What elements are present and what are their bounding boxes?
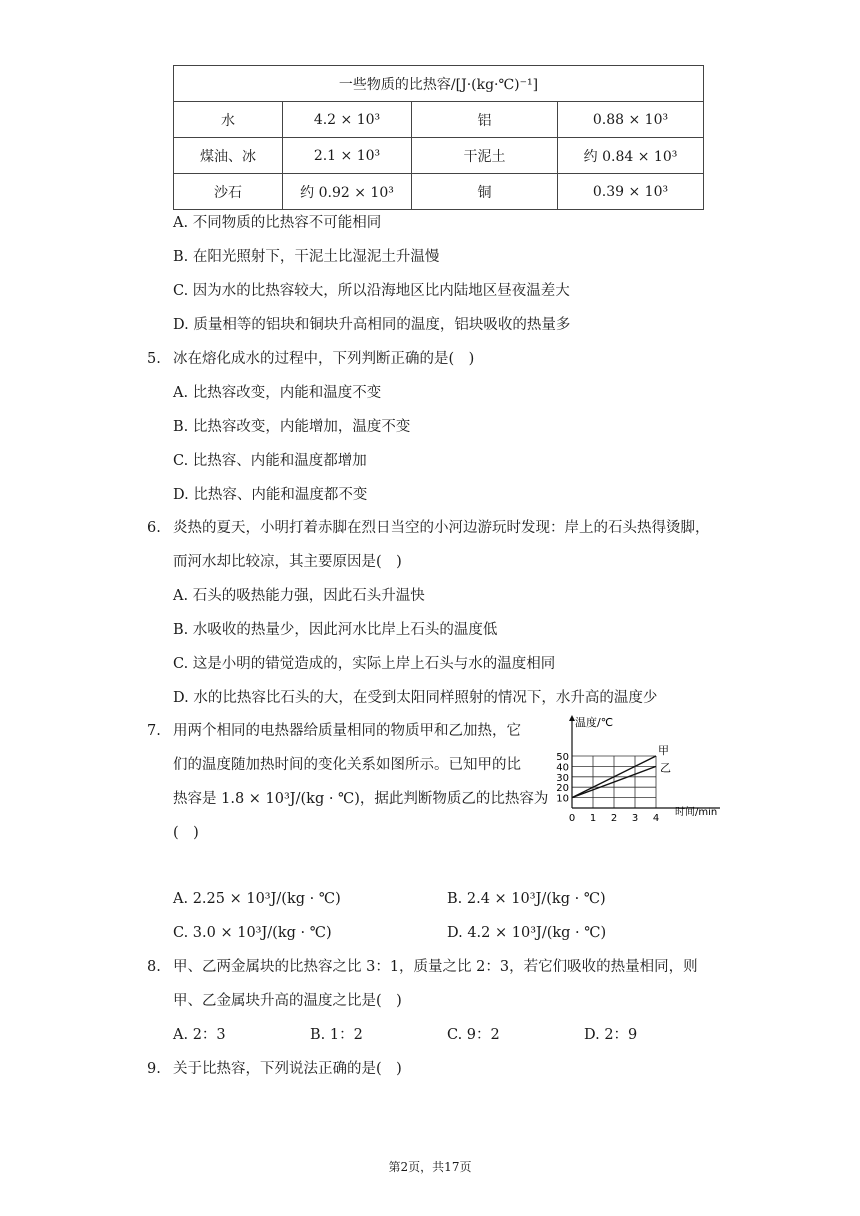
table-cell: 约 0.84 × 10³ — [558, 138, 704, 174]
q8-number: 8. — [147, 959, 161, 975]
q8-stem-line1: 甲、乙两金属块的比热容之比 3：1，质量之比 2：3，若它们吸收的热量相同，则 — [173, 959, 698, 975]
q9-stem: 关于比热容，下列说法正确的是( ) — [173, 1061, 402, 1077]
table-cell: 0.88 × 10³ — [558, 102, 704, 138]
q6-option-b: B. 水吸收的热量少，因此河水比岸上石头的温度低 — [173, 622, 498, 638]
table-cell: 铝 — [412, 102, 558, 138]
y-tick-label: 10 — [556, 793, 569, 805]
table-cell: 4.2 × 10³ — [283, 102, 412, 138]
q5-option-c: C. 比热容、内能和温度都增加 — [173, 453, 367, 469]
table-row — [174, 138, 704, 174]
table-cell: 2.1 × 10³ — [283, 138, 412, 174]
q7-number: 7. — [147, 723, 161, 739]
x-tick-label: 0 — [568, 813, 576, 824]
x-tick-label: 4 — [652, 813, 660, 824]
x-axis-label: 时间/min — [675, 807, 718, 818]
q7-option-b: B. 2.4 × 10³J/(kg · ℃) — [447, 891, 606, 907]
q5-number: 5. — [147, 351, 161, 367]
q6-option-a: A. 石头的吸热能力强，因此石头升温快 — [173, 588, 425, 604]
y-tick-label: 40 — [556, 762, 569, 774]
series-label: 甲 — [658, 744, 669, 757]
q7-stem-line3: 热容是 1.8 × 10³J/(kg · ℃)，据此判断物质乙的比热容为 — [173, 791, 549, 807]
q9-number: 9. — [147, 1061, 161, 1077]
q4-option-c: C. 因为水的比热容较大，所以沿海地区比内陆地区昼夜温差大 — [173, 283, 570, 299]
y-tick-label: 50 — [556, 752, 569, 763]
q7-stem-line1: 用两个相同的电热器给质量相同的物质甲和乙加热，它 — [173, 723, 521, 739]
q7-option-a: A. 2.25 × 10³J/(kg · ℃) — [173, 891, 341, 907]
q5-option-d: D. 比热容、内能和温度都不变 — [173, 487, 368, 503]
table-row — [174, 174, 704, 210]
table-cell: 水 — [174, 102, 283, 138]
q5-option-a: A. 比热容改变，内能和温度不变 — [173, 385, 382, 401]
q6-option-c: C. 这是小明的错觉造成的，实际上岸上石头与水的温度相同 — [173, 656, 556, 672]
q6-number: 6. — [147, 520, 161, 536]
y-tick-label: 20 — [556, 783, 569, 795]
q7-stem-line4: ( ) — [173, 825, 199, 841]
table-cell: 铜 — [412, 174, 558, 210]
q4-option-d: D. 质量相等的铝块和铜块升高相同的温度，铝块吸收的热量多 — [173, 317, 571, 333]
q8-option-c: C. 9：2 — [447, 1027, 500, 1043]
q8-option-d: D. 2：9 — [584, 1027, 638, 1043]
q6-stem-line2: 而河水却比较凉，其主要原因是( ) — [173, 554, 402, 570]
x-tick-label: 2 — [610, 813, 618, 824]
q5-option-b: B. 比热容改变，内能增加，温度不变 — [173, 419, 411, 435]
specific-heat-table — [173, 65, 704, 210]
temperature-time-chart — [555, 712, 725, 840]
q8-option-a: A. 2：3 — [173, 1027, 226, 1043]
q6-option-d: D. 水的比热容比石头的大，在受到太阳同样照射的情况下，水升高的温度少 — [173, 690, 658, 706]
x-tick-label: 1 — [589, 813, 597, 824]
q7-stem-line2: 们的温度随加热时间的变化关系如图所示。已知甲的比 — [173, 757, 521, 773]
q8-option-b: B. 1：2 — [310, 1027, 363, 1043]
table-title: 一些物质的比热容/[J·(kg·℃)⁻¹] — [174, 66, 704, 102]
y-axis-label: 温度/℃ — [575, 716, 614, 729]
page-footer: 第2页，共17页 — [388, 1160, 472, 1174]
table-row — [174, 102, 704, 138]
q7-option-d: D. 4.2 × 10³J/(kg · ℃) — [447, 925, 607, 941]
q4-option-a: A. 不同物质的比热容不可能相同 — [173, 215, 382, 231]
q8-stem-line2: 甲、乙金属块升高的温度之比是( ) — [173, 993, 402, 1009]
table-cell: 0.39 × 10³ — [558, 174, 704, 210]
series-label: 乙 — [660, 761, 671, 775]
table-cell: 煤油、冰 — [174, 138, 283, 174]
table-cell: 干泥土 — [412, 138, 558, 174]
x-tick-label: 3 — [631, 813, 639, 824]
q5-stem: 冰在熔化成水的过程中，下列判断正确的是( ) — [173, 351, 475, 367]
q4-option-b: B. 在阳光照射下，干泥土比湿泥土升温慢 — [173, 249, 440, 265]
table-cell: 约 0.92 × 10³ — [283, 174, 412, 210]
q6-stem-line1: 炎热的夏天，小明打着赤脚在烈日当空的小河边游玩时发现：岸上的石头热得烫脚， — [173, 520, 710, 536]
y-tick-label: 30 — [556, 772, 569, 784]
q7-option-c: C. 3.0 × 10³J/(kg · ℃) — [173, 925, 332, 941]
table-cell: 沙石 — [174, 174, 283, 210]
